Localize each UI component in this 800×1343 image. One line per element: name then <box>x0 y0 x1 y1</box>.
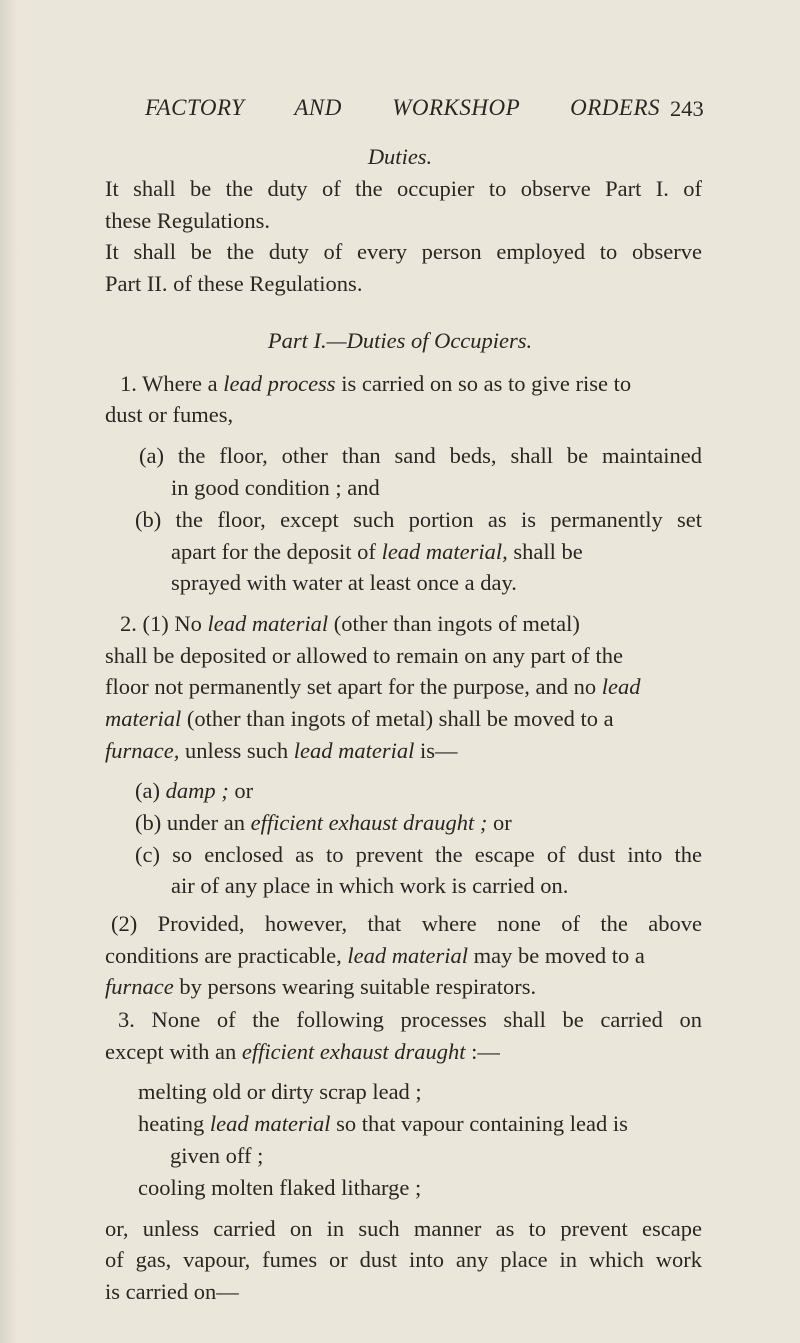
clause-b: (b) under an efficient exhaust draught ; or <box>135 810 512 835</box>
clause-b-line: apart for the deposit of lead material, shall be <box>171 539 583 564</box>
regulation-1-line: dust or fumes, <box>105 402 234 427</box>
page-edge-shadow <box>0 0 18 1343</box>
clause-c: (c) so enclosed as to prevent the escape of dust into the <box>135 842 702 867</box>
regulation-1-line: 1. Where a lead process is carried on so as to give rise to <box>120 371 632 396</box>
regulation-2-line: floor not permanently set apart for the purpose, and no lead <box>105 674 641 699</box>
regulation-2-line: furnace, unless such lead material is— <box>105 738 458 763</box>
regulation-3-line: except with an efficient exhaust draught :— <box>105 1039 500 1064</box>
clause-c-line: air of any place in which work is carried on. <box>171 873 569 898</box>
clause-a: (a) damp ; or <box>135 778 254 803</box>
proviso-line: (2) Provided, however, that where none of the above <box>111 911 702 936</box>
clause-b-line: sprayed with water at least once a day. <box>171 570 517 595</box>
regulation-3-line: 3. None of the following processes shall be carried on <box>118 1007 702 1032</box>
list-item-line: given off ; <box>170 1143 264 1168</box>
paragraph-line: It shall be the duty of the occupier to observe Part I. of <box>105 176 702 201</box>
list-item: cooling molten flaked litharge ; <box>138 1175 422 1200</box>
running-title: FACTORY AND WORKSHOP ORDERS <box>145 95 660 120</box>
section-heading-part-1: Part I.—Duties of Occupiers. <box>267 328 533 353</box>
paragraph-line: is carried on— <box>105 1279 239 1304</box>
page-number: 243 <box>670 96 704 121</box>
paragraph-line: It shall be the duty of every person employed to observe <box>105 239 702 264</box>
proviso-line: furnace by persons wearing suitable respirators. <box>105 974 537 999</box>
list-item: heating lead material so that vapour containing lead is <box>138 1111 628 1136</box>
paragraph-line: Part II. of these Regulations. <box>105 271 363 296</box>
proviso-line: conditions are practicable, lead material may be moved to a <box>105 943 645 968</box>
paragraph-line: these Regulations. <box>105 208 270 233</box>
clause-a: (a) the floor, other than sand beds, shall be maintained <box>139 443 702 468</box>
regulation-2-line: 2. (1) No lead material (other than ingots of metal) <box>120 611 580 636</box>
list-item: melting old or dirty scrap lead ; <box>138 1079 422 1104</box>
paragraph-line: of gas, vapour, fumes or dust into any place in which work <box>105 1247 702 1272</box>
regulation-2-line: material (other than ingots of metal) shall be moved to a <box>105 706 614 731</box>
clause-b: (b) the floor, except such portion as is permanently set <box>135 507 702 532</box>
regulation-2-line: shall be deposited or allowed to remain on any part of the <box>105 643 623 668</box>
clause-a-line: in good condition ; and <box>171 475 380 500</box>
paragraph-line: or, unless carried on in such manner as to prevent escape <box>105 1216 702 1241</box>
section-heading-duties: Duties. <box>367 144 433 169</box>
